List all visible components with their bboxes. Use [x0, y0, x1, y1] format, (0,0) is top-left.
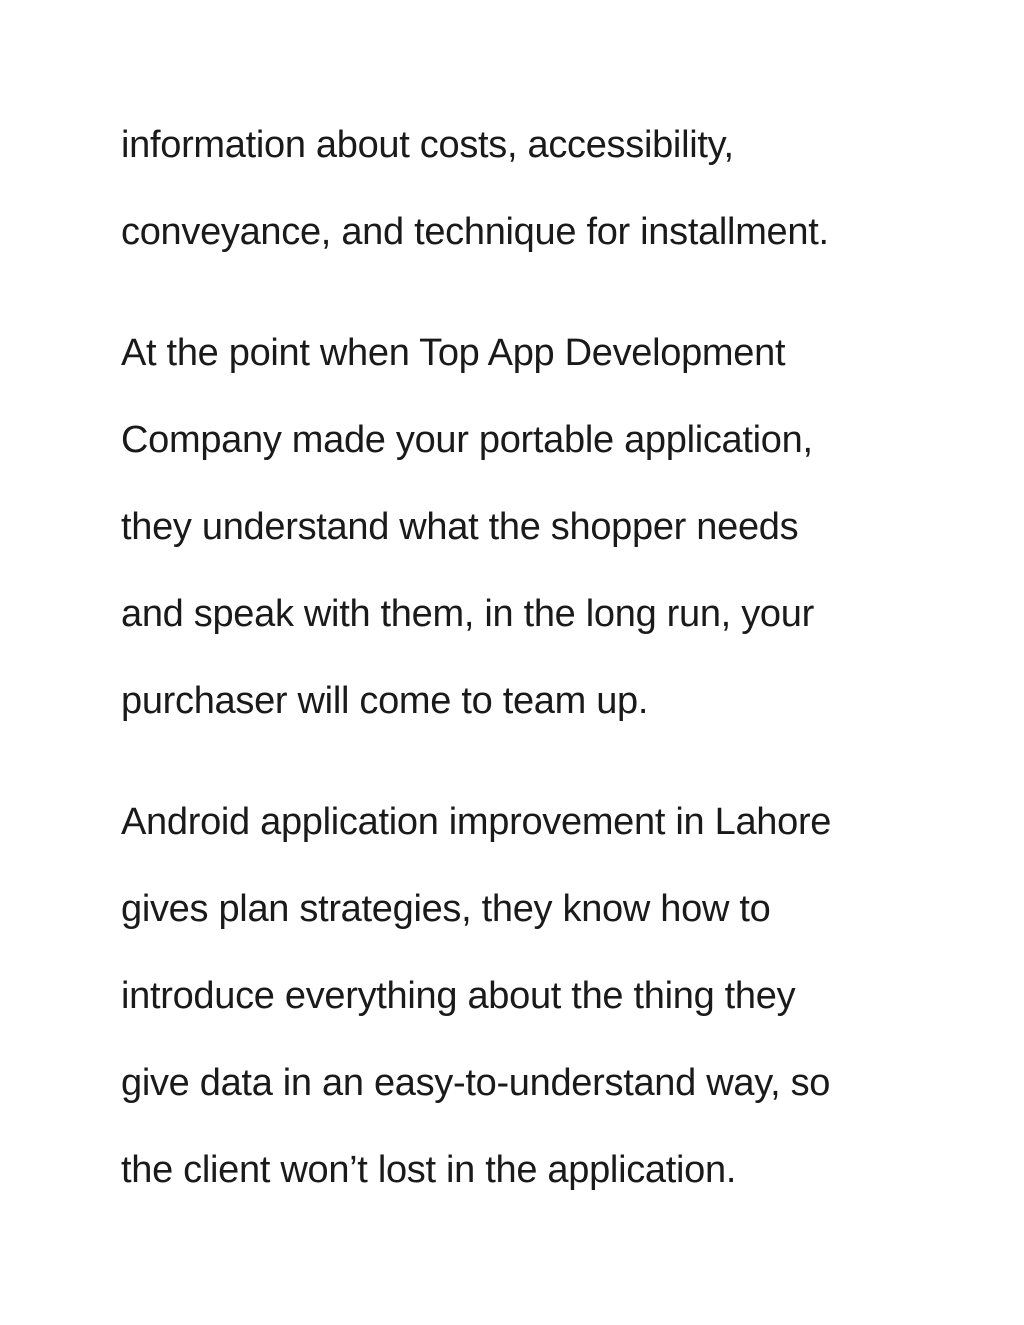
paragraph-line: the client won’t lost in the application.: [121, 1149, 737, 1191]
paragraph-line: purchaser will come to team up.: [121, 680, 649, 722]
paragraph-line: information about costs, accessibility,: [121, 124, 734, 166]
paragraph-1: [121, 102, 921, 276]
paragraph-line: At the point when Top App Development: [121, 332, 786, 374]
paragraph-line: Android application improvement in Lahore: [121, 801, 832, 843]
paragraph-line: gives plan strategies, they know how to: [121, 888, 771, 930]
paragraph-line: introduce everything about the thing they: [121, 975, 796, 1017]
paragraph-line: Company made your portable application,: [121, 419, 813, 461]
paragraph-line: and speak with them, in the long run, your: [121, 593, 814, 635]
paragraph-2: [121, 310, 921, 745]
paragraph-line: give data in an easy-to-understand way, so: [121, 1062, 831, 1104]
paragraph-3: [121, 779, 921, 1214]
paragraph-line: they understand what the shopper needs: [121, 506, 799, 548]
paragraph-line: conveyance, and technique for installment.: [121, 211, 829, 253]
